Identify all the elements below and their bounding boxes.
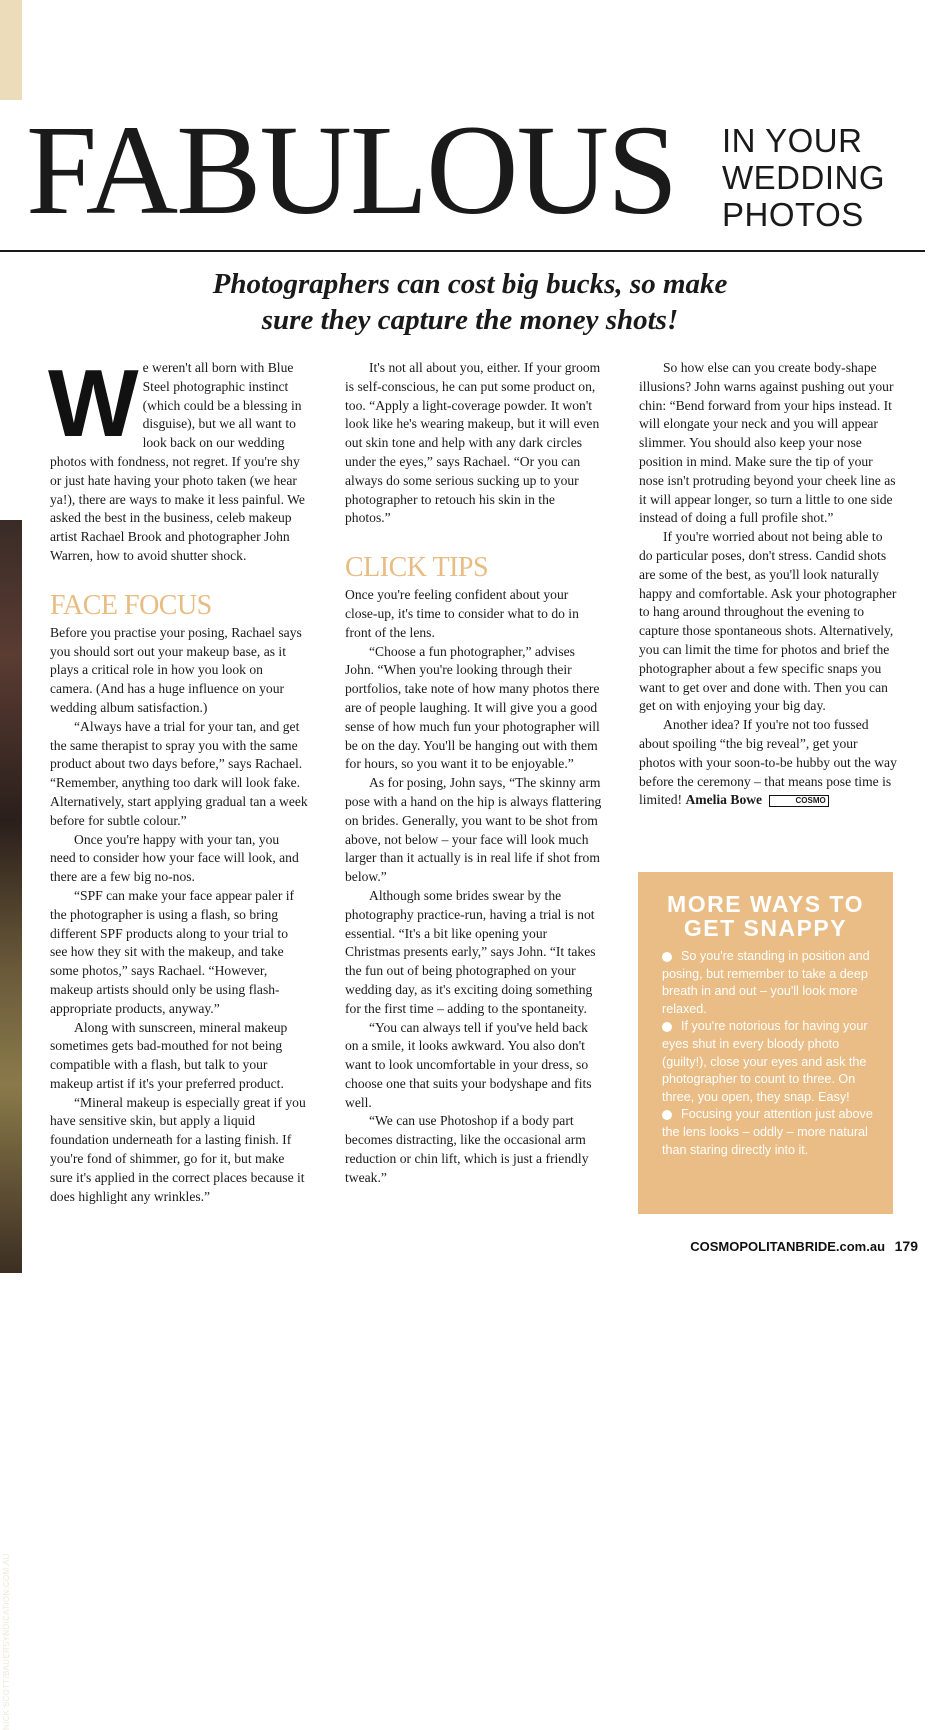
article-column-1 (48, 350, 308, 1206)
sub-headline-line: IN YOUR (722, 122, 863, 159)
body-paragraph: If you're worried about not being able to do particular poses, don't stress. Candid shots are some of the best, as you'll look naturally happy and comfortable. Ask your photographer to hang around throughout the evening to capture those spontaneous shots. Alternatively, you can limit the time for photos and brief the photographer about a few specific snaps you want to get over and done with. Then you can get on with enjoying your big day. (639, 529, 897, 714)
cosmo-end-badge: COSMO (769, 795, 829, 807)
sub-headline-line: WEDDING (722, 159, 885, 196)
tip-text: So you're standing in position and posing, but remember to take a deep breath in and out – you'll look more relaxed. (662, 949, 870, 1016)
closing-paragraph (639, 716, 897, 810)
standfirst (150, 266, 790, 338)
page-footer (690, 1238, 918, 1254)
page-number: 179 (894, 1238, 918, 1254)
body-paragraph: “Mineral makeup is especially great if you have sensitive skin, but apply a liquid foundation underneath for a lasting finish. If you're fond of shimmer, go for it, but make sure it's applied in the correct places because it does highlight any wrinkles.” (50, 1094, 306, 1204)
list-item (662, 1018, 879, 1106)
sub-headline (722, 122, 922, 233)
body-paragraph: “We can use Photoshop if a body part becomes distracting, like the occasional arm reduction or chin lift, which is just a friendly tweak.” (345, 1113, 589, 1185)
sidebar-title (638, 892, 893, 940)
list-item (662, 948, 879, 1018)
list-item (662, 1106, 879, 1159)
intro-paragraph: e weren't all born with Blue Steel photographic instinct (which could be a blessing in disguise), but we all want to look back on our wedding photos with fondness, not regret. If you're shy or just hate having your photo taken (we hear ya!), there are ways to make it less painful. We asked the best in the business, celeb makeup artist Rachael Brook and photographer John Warren, how to avoid shutter shock. (50, 360, 305, 563)
body-paragraph: So how else can you create body-shape illusions? John warns against pushing out your chin: “Bend forward from your hips instead. It will elongate your neck and you will appear slimmer. You should also keep your nose position in mind. Make sure the tip of your nose isn't protruding beyond your cheek line as it will appear longer, so turn a little to one side instead of doing a full profile shot.” (639, 360, 896, 526)
edge-color-strip (0, 0, 22, 100)
article-column-2 (345, 359, 603, 1188)
body-paragraph: Once you're feeling confident about your close-up, it's time to consider what to do in front of the lens. (345, 587, 579, 640)
body-paragraph: “Always have a trial for your tan, and get the same therapist to spray you with the same product about two days before,” says Rachael. “Remember, anything too dark will look fake. Alternatively, start applying gradual tan a week before for subtle colour.” (50, 718, 308, 828)
drop-cap: W (48, 350, 139, 457)
sidebar-more-ways (638, 872, 893, 1214)
body-paragraph: “You can always tell if you've held back on a smile, it looks awkward. You also don't want to look uncomfortable in your dress, so choose one that suits your bodyshape and fits well. (345, 1019, 592, 1110)
closing-text: Another idea? If you're not too fussed about spoiling “the big reveal”, get your photos with your soon-to-be hubby out the way before the ceremony – that means pose time is limited! (639, 717, 897, 808)
body-paragraph: Although some brides swear by the photography practice-run, having a trial is not essential. “It's a bit like opening your Christmas presents early,” says John. “It takes the fun out of being photographed on your wedding day, as it's exciting doing something for the first time – adding to the spontaneity. (345, 887, 596, 1016)
bullet-dot-icon (662, 952, 672, 962)
body-paragraph: Along with sunscreen, mineral makeup sometimes gets bad-mouthed for not being compatible with a flash, but talk to your makeup artist if it's your preferred product. (50, 1019, 288, 1091)
edge-photo-strip (0, 520, 22, 1730)
body-paragraph: As for posing, John says, “The skinny arm pose with a hand on the hip is always flattering on brides. Generally, you want to be shot from above, not below – your face will look much larger than it actually is in real life if shot from below.” (345, 775, 602, 885)
headline-rule (0, 250, 925, 252)
body-paragraph: “Choose a fun photographer,” advises John. “When you're looking through their portfolios, take note of how many photos there are of people laughing. It will give you a good sense of how much fun your photographer will be on the day. You'll be hanging out with them for hours, so you want it to be enjoyable.” (345, 643, 600, 772)
body-paragraph: Before you practise your posing, Rachael says you should sort out your makeup base, as it plays a critical role in how you look on camera. (And has a huge influence on your wedding album satisfaction.) (50, 624, 302, 715)
body-paragraph: “SPF can make your face appear paler if the photographer is using a flash, so bring different SPF products along to your trial to see how they sit with the makeup, and take some photos,” says Rachael. “However, makeup artists should only be using flash-appropriate products, anyway.” (50, 887, 295, 1016)
author-byline: Amelia Bowe (685, 792, 763, 808)
headline: FABULOUS (26, 99, 677, 241)
standfirst-line: Photographers can cost big bucks, so make (212, 268, 728, 300)
sub-headline-line: PHOTOS (722, 196, 864, 233)
section-heading-click-tips: CLICK TIPS (345, 552, 489, 584)
photo-credit: NICK SCOTT/BAUERSYNDICATION.COM.AU (2, 1553, 11, 1730)
tip-text: Focusing your attention just above the lens looks – oddly – more natural than staring directly into it. (662, 1107, 873, 1157)
section-heading-face-focus: FACE FOCUS (50, 589, 212, 621)
body-paragraph: Once you're happy with your tan, you need to consider how your face will look, and there are a few big no-nos. (50, 831, 299, 885)
footer-site: COSMOPOLITANBRIDE.com.au (690, 1239, 886, 1254)
article-column-3 (639, 359, 897, 810)
sidebar-title-line: MORE WAYS TO (667, 891, 864, 917)
sidebar-tips-list (638, 948, 893, 1159)
body-paragraph: It's not all about you, either. If your groom is self-conscious, he can put some product on, too. “Apply a light-coverage powder. It won't look like he's wearing makeup, but it will even out skin tone and help with any dark circles under the eyes,” says Rachael. “Or you can always do some serious sucking up to your photographer to retouch his skin in the photos.” (345, 360, 601, 526)
sidebar-title-line: GET SNAPPY (683, 915, 848, 941)
tip-text: If you're notorious for having your eyes shut in every bloody photo (guilty!), close your eyes and ask the photographer to count to three. On three, you open, they snap. Easy! (662, 1019, 868, 1104)
standfirst-line: sure they capture the money shots! (261, 304, 679, 336)
